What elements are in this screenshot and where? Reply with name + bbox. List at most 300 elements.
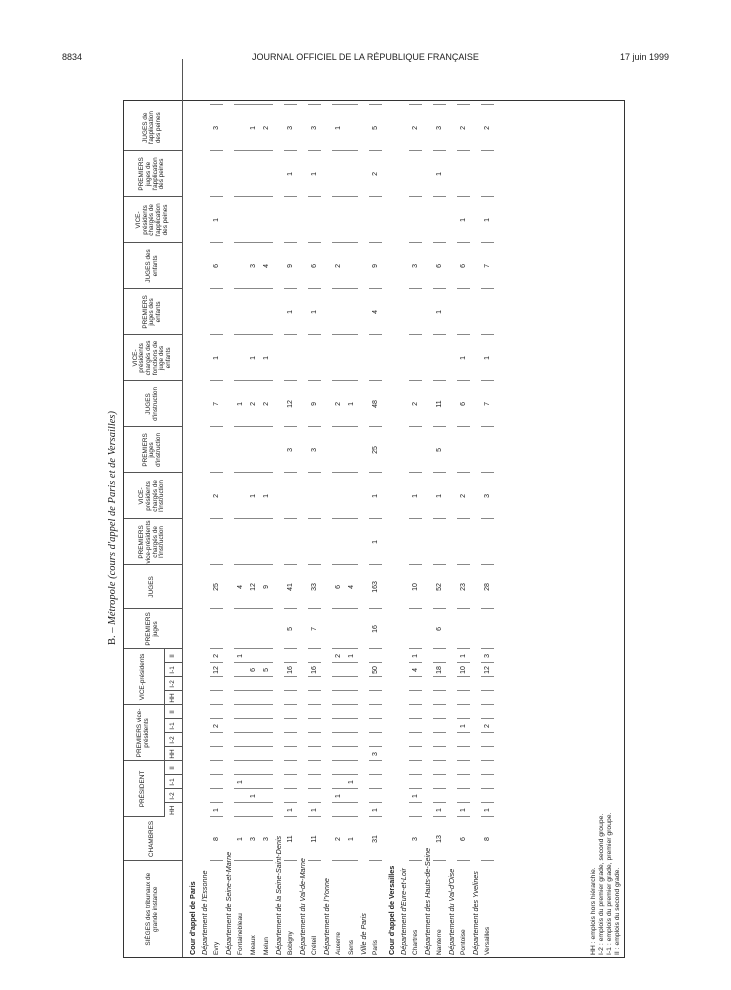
value-cell [369, 705, 382, 719]
value-cell [247, 775, 260, 789]
value-cell: 50 [369, 663, 382, 677]
value-cell [247, 519, 260, 565]
col-pj-enfants: PREMIERS juges des enfants [124, 289, 182, 335]
value-cell [210, 775, 223, 789]
seat-name: Fontainebleau [236, 913, 244, 955]
value-cell [284, 197, 297, 243]
value-cell [308, 677, 321, 691]
value-cell [409, 151, 422, 197]
value-cell [457, 789, 470, 803]
value-cell [433, 761, 446, 775]
value-cell: 41 [284, 565, 297, 609]
value-cell: 3 [260, 817, 273, 861]
department-row [273, 59, 284, 957]
value-cell: 1 [234, 381, 247, 427]
value-cell [433, 719, 446, 733]
value-cell [247, 803, 260, 817]
value-cell [234, 691, 247, 705]
value-cell: 2 [260, 381, 273, 427]
department-row [422, 59, 433, 957]
department-name: Département de l'Essonne [199, 870, 209, 955]
value-cell [234, 151, 247, 197]
value-cell: 3 [210, 105, 223, 151]
value-cell: 1 [247, 335, 260, 381]
value-cell: 52 [433, 565, 446, 609]
value-cell: 1 [369, 803, 382, 817]
value-cell: 1 [260, 473, 273, 519]
seat-cell [234, 861, 247, 957]
value-cell [210, 151, 223, 197]
value-cell: 2 [332, 243, 345, 289]
value-cell [345, 59, 358, 105]
value-cell: 16 [369, 609, 382, 649]
value-cell: 3 [284, 427, 297, 473]
value-cell [345, 243, 358, 289]
value-cell [457, 289, 470, 335]
value-cell: 2 [210, 473, 223, 519]
value-cell [234, 705, 247, 719]
value-cell [308, 789, 321, 803]
value-cell: 1 [457, 803, 470, 817]
value-cell: 1 [247, 105, 260, 151]
value-cell: 6 [247, 663, 260, 677]
value-cell [247, 747, 260, 761]
value-cell [332, 289, 345, 335]
value-cell: 3 [284, 105, 297, 151]
value-cell [260, 151, 273, 197]
value-cell [481, 519, 494, 565]
value-cell: 3 [481, 473, 494, 519]
value-cell [369, 775, 382, 789]
value-cell: 1 [345, 775, 358, 789]
seat-cell [247, 861, 260, 957]
seat-name: Auxerre [334, 931, 342, 955]
value-cell [369, 335, 382, 381]
value-cell [457, 775, 470, 789]
value-cell: 12 [247, 565, 260, 609]
col-juges-enfants: JUGES des enfants [124, 243, 182, 289]
value-cell [433, 733, 446, 747]
value-cell: 12 [481, 663, 494, 677]
value-cell [332, 663, 345, 677]
value-cell [433, 197, 446, 243]
value-cell: 1 [247, 789, 260, 803]
rotated-table-page [97, 98, 627, 958]
sub-i1: I-1 [164, 775, 182, 789]
value-cell: 6 [210, 243, 223, 289]
value-cell [234, 519, 247, 565]
value-cell [234, 105, 247, 151]
value-cell [247, 761, 260, 775]
department-name: Département d'Eure-et-Loir [398, 868, 408, 955]
col-vp-instruction: VICE-présidents chargés de l'instruction [124, 473, 182, 519]
value-cell [260, 519, 273, 565]
value-cell [260, 677, 273, 691]
value-cell [247, 719, 260, 733]
value-cell [369, 691, 382, 705]
value-cell [234, 335, 247, 381]
value-cell [481, 733, 494, 747]
value-cell: 11 [284, 817, 297, 861]
value-cell [284, 473, 297, 519]
value-cell [234, 761, 247, 775]
value-cell [332, 761, 345, 775]
value-cell [308, 747, 321, 761]
value-cell: 3 [433, 105, 446, 151]
value-cell [409, 335, 422, 381]
value-cell [345, 105, 358, 151]
value-cell: 11 [308, 817, 321, 861]
col-vp: VICE-présidents [124, 649, 164, 705]
value-cell: 1 [369, 519, 382, 565]
value-cell [481, 789, 494, 803]
value-cell [210, 677, 223, 691]
value-cell: 25 [210, 565, 223, 609]
value-cell: 11 [433, 381, 446, 427]
value-cell [481, 677, 494, 691]
col-vp-enfants: VICE-présidents chargés des fonctions de juge des enfants [124, 335, 182, 381]
value-cell: 12 [284, 381, 297, 427]
seat-name: Créteil [310, 935, 318, 955]
value-cell [234, 789, 247, 803]
col-seats: SIÈGES des tribunaux de grande instance [124, 861, 182, 957]
value-cell [284, 691, 297, 705]
value-cell: 4 [345, 565, 358, 609]
value-cell [481, 59, 494, 105]
value-cell: 5 [369, 105, 382, 151]
value-cell: 1 [345, 817, 358, 861]
seat-cell [210, 861, 223, 957]
value-cell: 33 [308, 565, 321, 609]
value-cell: 1 [433, 473, 446, 519]
court-name: Cour d'appel de Versailles [387, 865, 396, 955]
sub-i2: I-2 [164, 789, 182, 803]
value-cell [284, 775, 297, 789]
value-cell [260, 59, 273, 105]
value-cell: 4 [409, 663, 422, 677]
section-prefix: B. – [107, 627, 118, 645]
table-frame [123, 100, 625, 958]
value-cell: 5 [433, 427, 446, 473]
footnotes [590, 813, 622, 955]
value-cell: 7 [210, 381, 223, 427]
footnote: I-2 : emplois du premier grade, second groupe. [598, 813, 605, 955]
value-cell [345, 733, 358, 747]
value-cell [332, 519, 345, 565]
value-cell [345, 473, 358, 519]
value-cell: 18 [433, 663, 446, 677]
value-cell [247, 151, 260, 197]
value-cell: 4 [234, 565, 247, 609]
value-cell [284, 649, 297, 663]
value-cell [332, 427, 345, 473]
value-cell: 1 [369, 473, 382, 519]
section-title [107, 98, 121, 958]
value-cell [260, 719, 273, 733]
department-name: Département du Val-d'Oise [446, 868, 456, 955]
footnote: HH : emplois hors hiérarchie. [590, 867, 597, 955]
page-number: 8834 [62, 52, 83, 62]
value-cell [234, 719, 247, 733]
value-cell: 1 [284, 289, 297, 335]
value-cell [481, 747, 494, 761]
value-cell: 3 [308, 427, 321, 473]
value-cell: 1 [433, 151, 446, 197]
value-cell [457, 733, 470, 747]
value-cell: 10 [409, 565, 422, 609]
value-cell [308, 775, 321, 789]
value-cell [332, 747, 345, 761]
value-cell: 1 [345, 649, 358, 663]
value-cell: 2 [332, 381, 345, 427]
value-cell [332, 775, 345, 789]
value-cell: 1 [433, 289, 446, 335]
seat-name: Nanterre [435, 929, 443, 955]
value-cell [234, 197, 247, 243]
sub-hh: HH [164, 747, 182, 761]
value-cell: 2 [481, 105, 494, 151]
value-cell [345, 609, 358, 649]
value-cell [481, 609, 494, 649]
value-cell: 9 [369, 243, 382, 289]
seat-name: Bobigny [286, 931, 294, 955]
value-cell: 8 [481, 817, 494, 861]
value-cell: 1 [260, 335, 273, 381]
table-header [124, 59, 182, 957]
value-cell [210, 761, 223, 775]
value-cell [369, 719, 382, 733]
value-cell: 3 [247, 243, 260, 289]
value-cell [409, 197, 422, 243]
table-body [182, 59, 494, 957]
value-cell [369, 789, 382, 803]
table-row [481, 59, 494, 957]
value-cell: 1 [409, 473, 422, 519]
value-cell [308, 761, 321, 775]
value-cell [457, 609, 470, 649]
value-cell [457, 427, 470, 473]
value-cell: 2 [369, 151, 382, 197]
value-cell [345, 335, 358, 381]
value-cell: 1 [234, 817, 247, 861]
value-cell [308, 59, 321, 105]
value-cell: 9 [260, 565, 273, 609]
col-chambres: CHAMBRES [124, 817, 182, 861]
seat-cell [308, 861, 321, 957]
value-cell [308, 335, 321, 381]
value-cell [409, 59, 422, 105]
value-cell [247, 705, 260, 719]
seat-name: Versailles [483, 926, 491, 955]
seat-cell [433, 861, 446, 957]
value-cell [409, 733, 422, 747]
value-cell: 2 [210, 719, 223, 733]
value-cell [247, 691, 260, 705]
value-cell [369, 649, 382, 663]
value-cell [409, 677, 422, 691]
value-cell [345, 789, 358, 803]
value-cell [457, 519, 470, 565]
value-cell [332, 677, 345, 691]
value-cell [234, 677, 247, 691]
value-cell [369, 197, 382, 243]
value-cell [308, 691, 321, 705]
value-cell [409, 775, 422, 789]
value-cell: 1 [457, 719, 470, 733]
value-cell: 1 [284, 803, 297, 817]
value-cell [481, 289, 494, 335]
value-cell: 1 [234, 649, 247, 663]
value-cell [247, 677, 260, 691]
value-cell [210, 733, 223, 747]
footnote: II : emplois du second grade. [614, 867, 621, 955]
value-cell [260, 427, 273, 473]
value-cell: 7 [481, 381, 494, 427]
value-cell [284, 733, 297, 747]
value-cell [433, 519, 446, 565]
table-row [260, 59, 273, 957]
value-cell: 2 [481, 719, 494, 733]
seat-cell [457, 861, 470, 957]
col-pj-peines: PREMIERS juges de l'application des peines [124, 151, 182, 197]
value-cell: 6 [457, 381, 470, 427]
value-cell: 6 [433, 609, 446, 649]
department-name: Département de la Seine-Saint-Denis [273, 835, 283, 955]
sub-ii: II [164, 761, 182, 775]
value-cell [234, 747, 247, 761]
value-cell [345, 197, 358, 243]
value-cell [457, 747, 470, 761]
table-row [369, 59, 382, 957]
value-cell: 163 [369, 565, 382, 609]
value-cell [210, 519, 223, 565]
value-cell: 16 [284, 663, 297, 677]
col-vp-peines: VICE-présidents chargés de l'application des peines [124, 197, 182, 243]
table-row [210, 59, 223, 957]
value-cell: 1 [481, 335, 494, 381]
department-row [446, 59, 457, 957]
value-cell: 1 [284, 151, 297, 197]
department-row [470, 59, 481, 957]
value-cell [332, 705, 345, 719]
value-cell [234, 289, 247, 335]
value-cell [409, 691, 422, 705]
col-juges-instruction: JUGES d'instruction [124, 381, 182, 427]
value-cell: 5 [260, 663, 273, 677]
value-cell [409, 719, 422, 733]
value-cell [210, 289, 223, 335]
court-name: Cour d'appel de Paris [188, 881, 197, 955]
value-cell: 1 [210, 335, 223, 381]
department-name: Département du Val-de-Marne [297, 858, 307, 955]
col-juges: JUGES [124, 565, 182, 609]
department-name: Département de l'Yonne [321, 878, 331, 955]
table-row [345, 59, 358, 957]
value-cell [433, 705, 446, 719]
value-cell [247, 427, 260, 473]
value-cell: 1 [308, 803, 321, 817]
value-cell: 10 [457, 663, 470, 677]
value-cell [332, 691, 345, 705]
value-cell [332, 335, 345, 381]
value-cell [345, 151, 358, 197]
value-cell [234, 663, 247, 677]
value-cell [345, 747, 358, 761]
department-row [199, 59, 210, 957]
sub-hh: HH [164, 691, 182, 705]
value-cell: 3 [308, 105, 321, 151]
value-cell [332, 473, 345, 519]
department-name: Département de Seine-et-Marne [223, 851, 233, 955]
table-row [247, 59, 260, 957]
department-name: Ville de Paris [358, 913, 368, 955]
value-cell [409, 609, 422, 649]
value-cell [260, 803, 273, 817]
value-cell [457, 705, 470, 719]
department-name: Département des Yvelines [470, 871, 480, 955]
col-pj-instruction: PREMIERS juges d'instruction [124, 427, 182, 473]
value-cell [260, 733, 273, 747]
seat-cell [369, 861, 382, 957]
value-cell: 31 [369, 817, 382, 861]
table-row [308, 59, 321, 957]
value-cell [433, 691, 446, 705]
value-cell [260, 691, 273, 705]
seat-cell [345, 861, 358, 957]
value-cell: 1 [481, 803, 494, 817]
value-cell: 6 [433, 243, 446, 289]
value-cell: 6 [332, 565, 345, 609]
journal-title: JOURNAL OFFICIEL DE LA RÉPUBLIQUE FRANÇAISE [252, 52, 479, 62]
value-cell [345, 803, 358, 817]
department-row [321, 59, 332, 957]
value-cell [409, 761, 422, 775]
value-cell: 1 [332, 789, 345, 803]
value-cell: 1 [345, 381, 358, 427]
value-cell [260, 289, 273, 335]
value-cell: 1 [210, 803, 223, 817]
court-row [386, 59, 398, 957]
value-cell: 4 [369, 289, 382, 335]
value-cell: 2 [260, 105, 273, 151]
value-cell: 48 [369, 381, 382, 427]
value-cell: 1 [481, 197, 494, 243]
value-cell [457, 151, 470, 197]
value-cell: 2 [457, 473, 470, 519]
value-cell [210, 427, 223, 473]
sub-ii: II [164, 705, 182, 719]
sub-i2: I-2 [164, 733, 182, 747]
value-cell: 3 [369, 747, 382, 761]
value-cell: 23 [457, 565, 470, 609]
value-cell [284, 705, 297, 719]
value-cell [433, 789, 446, 803]
value-cell [210, 789, 223, 803]
value-cell [260, 705, 273, 719]
value-cell [210, 705, 223, 719]
seat-cell [481, 861, 494, 957]
value-cell [332, 151, 345, 197]
sub-i1: I-1 [164, 663, 182, 677]
value-cell [433, 649, 446, 663]
value-cell [247, 197, 260, 243]
value-cell [345, 427, 358, 473]
value-cell [284, 719, 297, 733]
value-cell [332, 803, 345, 817]
value-cell: 8 [210, 817, 223, 861]
value-cell [332, 719, 345, 733]
value-cell [345, 719, 358, 733]
